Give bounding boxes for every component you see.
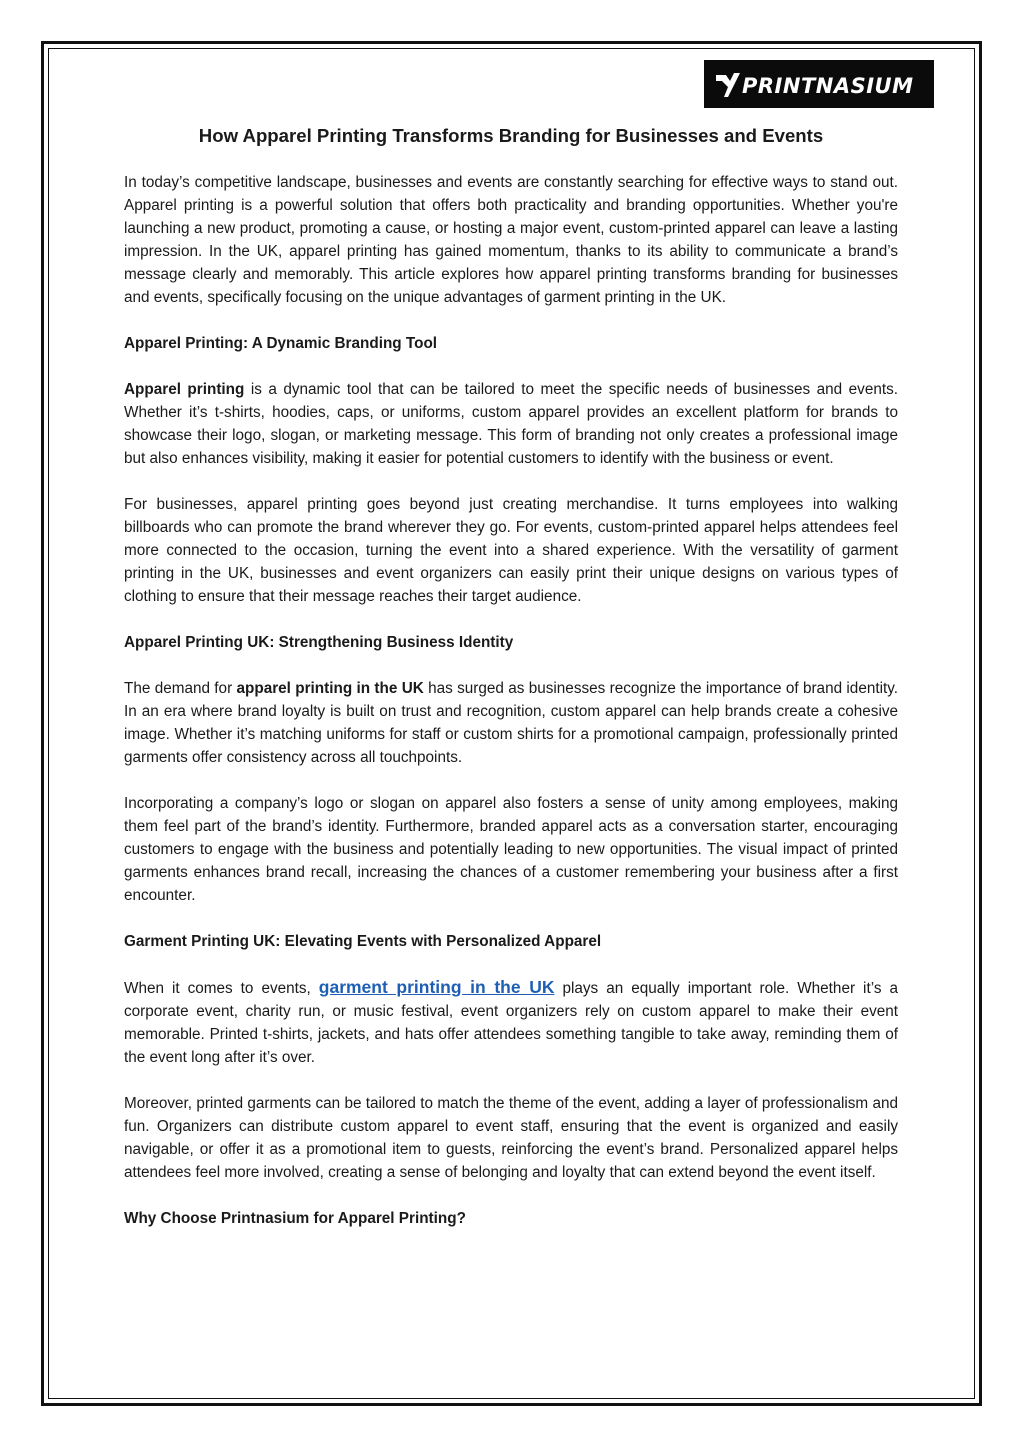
printnasium-logo-mark [712,67,926,101]
section-heading-business-identity: Apparel Printing UK: Strengthening Business Identity [124,634,514,651]
bold-apparel-printing: Apparel printing [124,381,245,398]
garment-printing-uk-link[interactable]: garment printing in the UK [318,977,555,997]
paragraph-incorporating: Incorporating a company’s logo or slogan on apparel also fosters a sense of unity among employees, making them feel part of the brand’s identity. Furthermore, branded apparel acts as a conversation starter, encouraging customers to engage with the business and potentially leading to new opportunities. The visual impact of printed garments enhances brand recall, increasing the chances of a customer remembering your business after a first encounter. [124,795,898,904]
paragraph-text: plays an equally important role. Whether it’s a corporate event, charity run, or music festival, event organizers rely on custom apparel to make their event memorable. Printed t-shirts, jackets, and hats offer attendees something tangible to take away, reminding them of the event long after it’s over. [124,980,898,1066]
printnasium-logo [704,60,934,108]
paragraph-text: The demand for [124,680,237,697]
intro-paragraph: In today’s competitive landscape, businesses and events are constantly searching for effective ways to stand out. Apparel printing is a powerful solution that offers both practicality and branding opportunities. Whether you're launching a new product, promoting a cause, or hosting a major event, custom-printed apparel can leave a lasting impression. In the UK, apparel printing has gained momentum, thanks to its ability to communicate a brand’s message clearly and memorably. This article explores how apparel printing transforms branding for businesses and events, specifically focusing on the unique advantages of garment printing in the UK. [124,174,898,306]
bold-apparel-printing-uk: apparel printing in the UK [236,680,424,697]
section-heading-elevating-events: Garment Printing UK: Elevating Events with Personalized Apparel [124,933,602,950]
section-heading-dynamic-branding: Apparel Printing: A Dynamic Branding Tool [124,335,438,352]
paragraph-moreover: Moreover, printed garments can be tailored to match the theme of the event, adding a layer of professionalism and fun. Organizers can distribute custom apparel to event staff, ensuring that the event is organized and easily navigable, or offer it as a promotional item to guests, reinforcing the event’s brand. Personalized apparel helps attendees feel more involved, creating a sense of belonging and loyalty that can extend beyond the event itself. [124,1095,898,1181]
document-body [124,122,898,1230]
logo-wordmark: PRINTNASIUM [742,74,914,98]
paragraph-businesses: For businesses, apparel printing goes beyond just creating merchandise. It turns employees into walking billboards who can promote the brand wherever they go. For events, custom-printed apparel helps attendees feel more connected to the occasion, turning the event into a shared experience. With the versatility of garment printing in the UK, businesses and event organizers can easily print their unique designs on various types of clothing to ensure that their message reaches their target audience. [124,496,898,605]
paragraph-apparel-printing [124,378,898,470]
section-heading-why-printnasium: Why Choose Printnasium for Apparel Printing? [124,1210,466,1227]
paragraph-text: When it comes to events, [124,980,319,997]
paragraph-events [124,976,898,1069]
paragraph-text: is a dynamic tool that can be tailored to meet the specific needs of businesses and events. Whether it’s t-shirts, hoodies, caps, or uniforms, custom apparel provides an excellent platform for brands to showcase their logo, slogan, or marketing message. This form of branding not only creates a professional image but also enhances visibility, making it easier for potential customers to identify with the business or event. [124,381,898,467]
document-title: How Apparel Printing Transforms Branding for Businesses and Events [198,125,824,146]
paragraph-text: has surged as businesses recognize the importance of brand identity. In an era where brand loyalty is built on trust and recognition, custom apparel can help brands create a cohesive image. Whether it’s matching uniforms for staff or custom shirts for a promotional campaign, professionally printed garments offer consistency across all touchpoints. [124,680,898,766]
paragraph-demand [124,677,898,769]
